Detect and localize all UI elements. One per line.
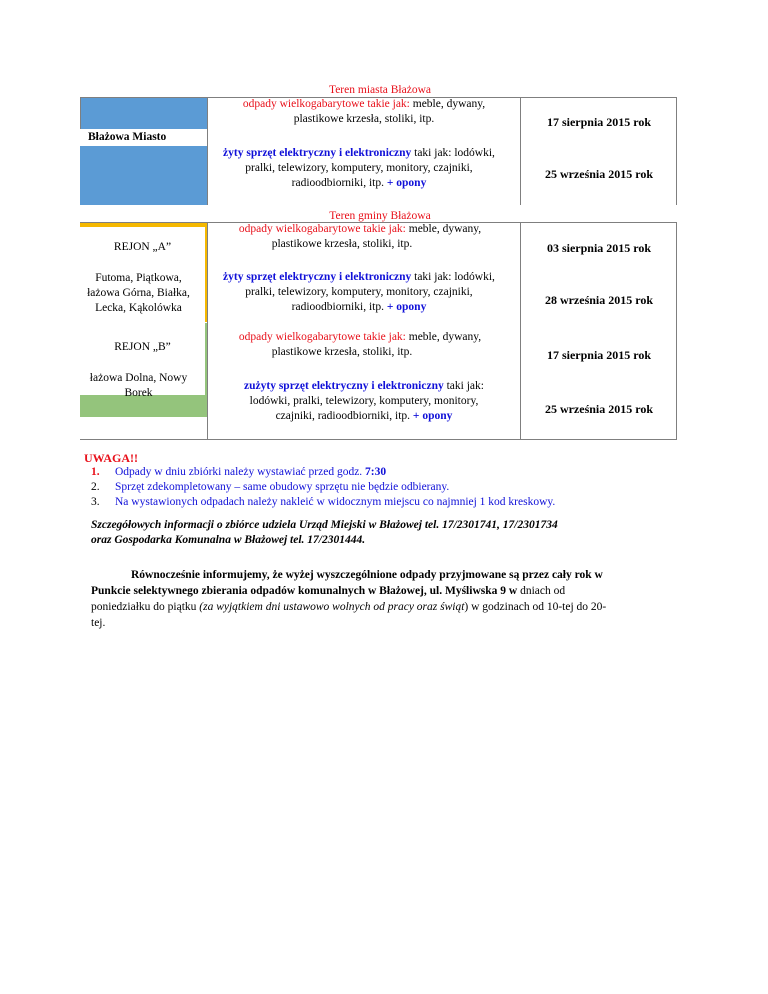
footer-bold: Równocześnie informujemy, że wyżej wyszczególnione odpady przyjmowane są przez cały rok w (131, 569, 603, 581)
waste-examples: plastikowe krzesła, stoliki, itp. (271, 238, 413, 250)
contact-info (91, 518, 558, 548)
tires-note: + opony (383, 177, 427, 189)
city-row-2-date: 25 września 2015 rok (544, 167, 654, 181)
waste-examples: taki jak: lodówki, (411, 271, 495, 283)
waste-examples: radioodbiorniki, itp. (291, 301, 384, 313)
waste-type: odpady wielkogabarytowe takie jak: (238, 223, 406, 235)
gmina-row-3-description (210, 330, 510, 360)
table-border (520, 97, 521, 205)
waste-type: żyty sprzęt elektryczny i elektroniczny (223, 271, 412, 283)
table-border (520, 222, 521, 440)
footer-line (91, 567, 681, 583)
waste-examples: taki jak: lodówki, (411, 147, 495, 159)
village-line: łażowa Górna, Białka, (87, 287, 190, 299)
waste-type: zużyty sprzęt elektryczny i elektroniczny (244, 380, 444, 392)
city-row-2-description (200, 146, 518, 191)
footer-text: dniach od (517, 585, 566, 597)
gmina-row-1-date: 03 sierpnia 2015 rok (546, 241, 652, 255)
village-line: Borek (124, 387, 153, 399)
city-section-title: Teren miasta Błażowa (328, 84, 431, 96)
waste-type: żyty sprzęt elektryczny i elektroniczny (223, 147, 412, 159)
waste-examples: meble, dywany, (412, 98, 486, 110)
tires-note: + opony (383, 301, 427, 313)
city-row-1-description (210, 97, 518, 127)
city-label: Błażowa Miasto (88, 131, 167, 143)
footer-paragraph (91, 567, 681, 631)
waste-examples: plastikowe krzesła, stoliki, itp. (271, 346, 413, 358)
notice-item (91, 465, 555, 480)
waste-examples: meble, dywany, (405, 331, 482, 343)
region-b-label: REJON „B” (114, 341, 171, 353)
footer-line (91, 583, 681, 599)
village-line: Lecka, Kąkolówka (95, 302, 182, 314)
tires-note: + opony (410, 410, 453, 422)
table-border (676, 97, 677, 205)
item-text: Sprzęt zdekompletowany – same obudowy sprzętu nie będzie odbierany. (115, 481, 450, 493)
contact-line: Szczegółowych informacji o zbiórce udziela Urząd Miejski w Błażowej tel. 17/2301741, 17/2301734 (91, 519, 558, 531)
footer-line (91, 599, 681, 615)
waste-examples: czajniki, radioodbiorniki, itp. (275, 410, 411, 422)
gmina-section-title: Teren gminy Błażowa (329, 210, 431, 222)
notice-item (91, 495, 555, 510)
gmina-row-4-date: 25 września 2015 rok (544, 402, 654, 416)
region-a-villages (72, 271, 205, 316)
table-border (207, 222, 208, 440)
item-number: 2. (91, 481, 100, 493)
item-number: 3. (91, 496, 100, 508)
region-a-label: REJON „A” (113, 241, 172, 253)
footer-text: poniedziałku do piątku (91, 601, 200, 613)
waste-examples: taki jak: (443, 380, 484, 392)
waste-examples: lodówki, pralki, telewizory, komputery, monitory, (249, 395, 479, 407)
waste-examples: plastikowe krzesła, stoliki, itp. (293, 113, 435, 125)
city-block-bottom (80, 146, 207, 205)
notice-title: UWAGA!! (84, 451, 138, 465)
footer-bold: Punkcie selektywnego zbierania odpadów komunalnych w Błażowej, ul. Myśliwska 9 w (91, 585, 518, 597)
waste-type: odpady wielkogabarytowe takie jak: (238, 331, 406, 343)
waste-examples: radioodbiorniki, itp. (291, 177, 384, 189)
gmina-row-4-description (210, 379, 518, 424)
contact-line: oraz Gospodarka Komunalna w Błażowej tel. 17/2301444. (91, 534, 366, 546)
village-line: łażowa Dolna, Nowy (89, 372, 188, 384)
city-block-top (80, 98, 207, 129)
waste-examples: pralki, telewizory, komputery, monitory, czajniki, (245, 162, 473, 174)
item-text: Na wystawionych odpadach należy nakleić w widocznym miejscu co najmniej 1 kod kreskowy. (115, 496, 556, 508)
waste-examples: pralki, telewizory, komputery, monitory, czajniki, (245, 286, 473, 298)
table-border (80, 439, 677, 440)
waste-examples: meble, dywany, (405, 223, 482, 235)
notice-item (91, 480, 555, 495)
item-number: 1. (91, 466, 100, 478)
notice-list (91, 465, 555, 510)
gmina-row-2-description (200, 270, 518, 315)
city-row-1-date: 17 sierpnia 2015 rok (546, 115, 652, 129)
waste-type: odpady wielkogabarytowe takie jak: (242, 98, 410, 110)
table-border (676, 222, 677, 440)
item-time: 7:30 (362, 466, 387, 478)
table-border (80, 97, 81, 129)
item-text: Odpady w dniu zbiórki należy wystawiać przed godz. (115, 466, 363, 478)
region-b-villages (72, 371, 205, 401)
village-line: Futoma, Piątkowa, (95, 272, 182, 284)
footer-italic: (za wyjątkiem dni ustawowo wolnych od pracy oraz świąt (199, 601, 465, 613)
gmina-row-2-date: 28 września 2015 rok (544, 293, 654, 307)
gmina-row-3-date: 17 sierpnia 2015 rok (546, 348, 652, 362)
footer-text: ) w godzinach od 10-tej do 20- (464, 601, 607, 613)
gmina-row-1-description (210, 222, 510, 252)
footer-line: tej. (91, 617, 106, 629)
